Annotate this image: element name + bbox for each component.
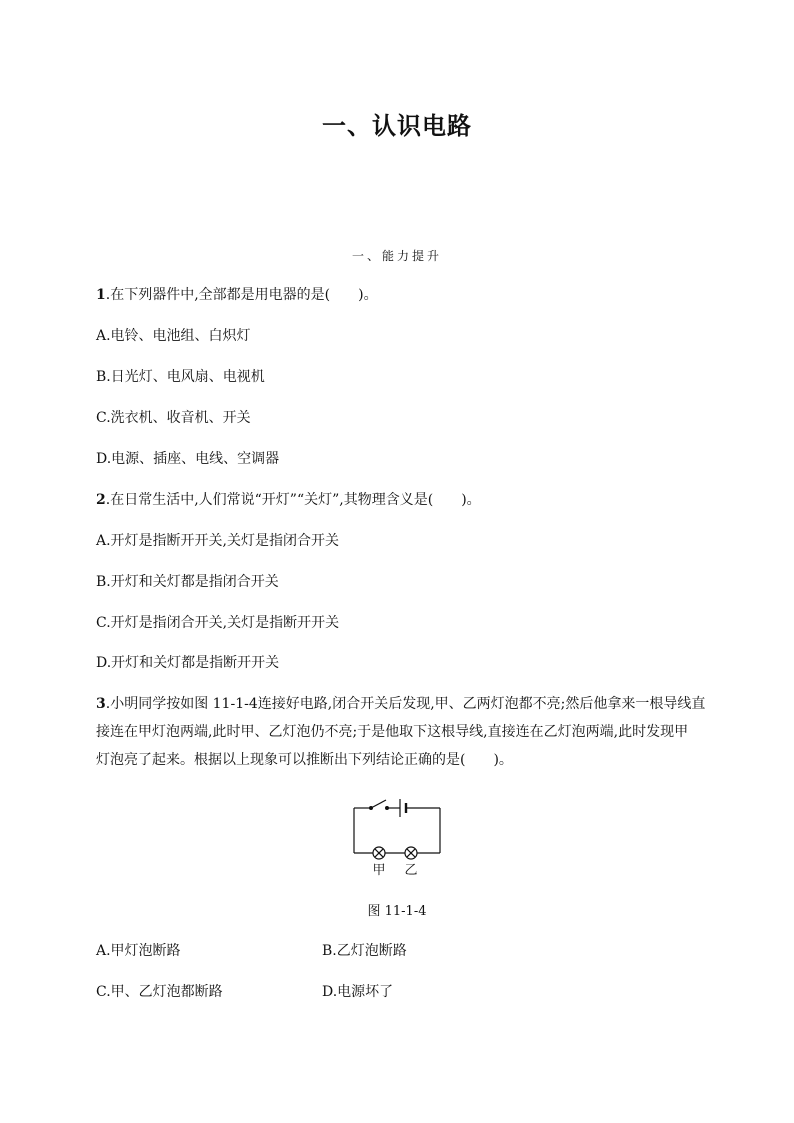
page-title: 一、认识电路 — [322, 112, 472, 140]
q1-option-b: B.日光灯、电风扇、电视机 — [96, 369, 265, 385]
section-heading: 一、能力提升 — [351, 249, 442, 263]
question-number: 3 — [96, 696, 106, 712]
question-number: 2 — [96, 492, 106, 508]
question-text: .小明同学按如图 11-1-4连接好电路,闭合开关后发现,甲、乙两灯泡都不亮;然后他拿来一根导线直 — [105, 696, 706, 712]
switch-blade — [371, 800, 386, 808]
question-3-stem-line-2: 接连在甲灯泡两端,此时甲、乙灯泡仍不亮;于是他取下这根导线,直接连在乙灯泡两端,此时发现甲 — [96, 724, 689, 740]
q3-option-a: A.甲灯泡断路 — [96, 943, 181, 959]
bulb-label-jia: 甲 — [372, 863, 386, 878]
q2-option-c: C.开灯是指闭合开关,关灯是指断开开关 — [96, 615, 340, 631]
question-text: .在下列器件中,全部都是用电器的是( )。 — [105, 287, 378, 303]
q3-option-b: B.乙灯泡断路 — [322, 943, 407, 959]
q1-option-d: D.电源、插座、电线、空调器 — [96, 451, 280, 467]
q2-option-a: A.开灯是指断开开关,关灯是指闭合开关 — [96, 533, 340, 549]
question-3-stem-line-1 — [96, 694, 706, 714]
circuit-diagram — [340, 790, 450, 880]
q3-option-c: C.甲、乙灯泡都断路 — [96, 984, 223, 1000]
bulb-label-yi: 乙 — [404, 863, 418, 878]
question-number: 1 — [96, 287, 106, 303]
q1-option-a: A.电铃、电池组、白炽灯 — [96, 328, 251, 344]
question-1-stem — [96, 285, 706, 305]
question-2-stem — [96, 490, 706, 510]
q2-option-b: B.开灯和关灯都是指闭合开关 — [96, 574, 279, 590]
q2-option-d: D.开灯和关灯都是指断开开关 — [96, 655, 280, 671]
q1-option-c: C.洗衣机、收音机、开关 — [96, 410, 251, 426]
question-3-stem-line-3: 灯泡亮了起来。根据以上现象可以推断出下列结论正确的是( )。 — [96, 752, 513, 768]
question-text: .在日常生活中,人们常说“开灯”“关灯”,其物理含义是( )。 — [105, 492, 481, 508]
figure-caption: 图 11-1-4 — [367, 904, 427, 919]
q3-option-d: D.电源坏了 — [322, 984, 394, 1000]
